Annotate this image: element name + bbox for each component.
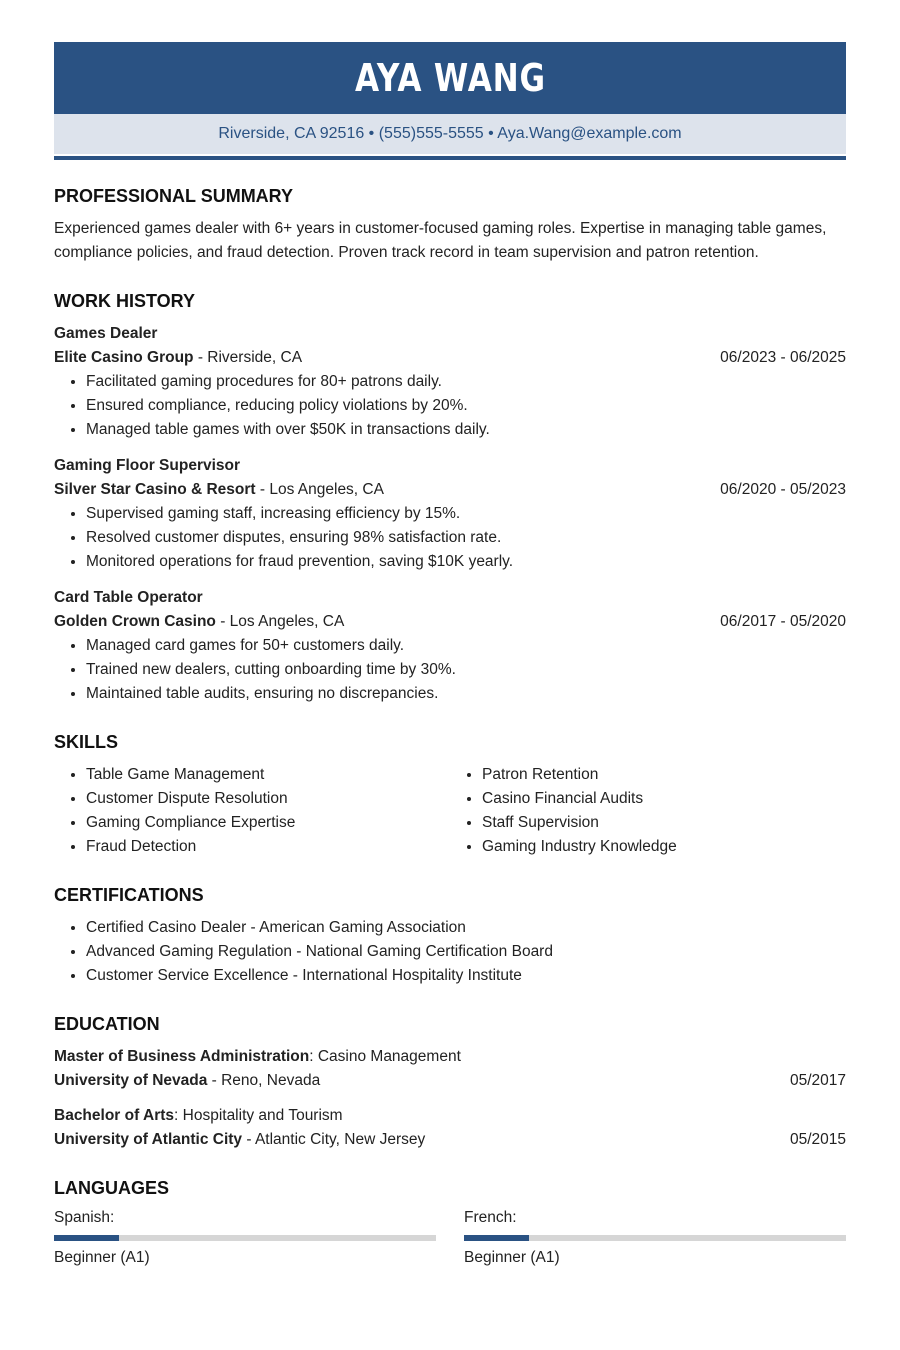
job-bullets bbox=[54, 634, 846, 706]
job-dates: 06/2017 - 05/2020 bbox=[720, 613, 846, 630]
job-bullet: • Supervised gaming staff, increasing efficiency by 15%. bbox=[86, 502, 846, 526]
education-heading: EDUCATION bbox=[54, 1014, 160, 1034]
language-item bbox=[54, 1207, 436, 1269]
skill-item: • Gaming Industry Knowledge bbox=[482, 835, 846, 859]
job-role: Card Table Operator bbox=[54, 589, 203, 606]
job-location: - Los Angeles, CA bbox=[255, 481, 384, 498]
education-entry bbox=[54, 1104, 846, 1152]
job-bullet: • Ensured compliance, reducing policy violations by 20%. bbox=[86, 394, 846, 418]
degree-row bbox=[54, 1104, 846, 1128]
degree-name: Master of Business Administration bbox=[54, 1048, 310, 1065]
skills-list bbox=[54, 763, 846, 859]
proficiency-fill bbox=[54, 1235, 119, 1241]
language-level: Beginner (A1) bbox=[464, 1249, 560, 1266]
summary-heading: PROFESSIONAL SUMMARY bbox=[54, 186, 294, 206]
job-company-row bbox=[54, 610, 846, 634]
header-banner bbox=[54, 42, 846, 114]
languages-list bbox=[54, 1207, 846, 1269]
job-bullet: • Monitored operations for fraud prevention, saving $10K yearly. bbox=[86, 550, 846, 574]
school-name: University of Atlantic City bbox=[54, 1131, 243, 1148]
degree-name: Bachelor of Arts bbox=[54, 1107, 175, 1124]
skills-column-right bbox=[450, 763, 846, 859]
job-bullets bbox=[54, 502, 846, 574]
skill-item: • Table Game Management bbox=[86, 763, 450, 787]
job-bullet: • Facilitated gaming procedures for 80+ patrons daily. bbox=[86, 370, 846, 394]
certifications-heading: CERTIFICATIONS bbox=[54, 885, 204, 905]
candidate-name: AYA WANG bbox=[354, 56, 546, 100]
skills-column-left bbox=[54, 763, 450, 859]
languages-heading: LANGUAGES bbox=[54, 1178, 170, 1198]
job-bullet: • Managed card games for 50+ customers daily. bbox=[86, 634, 846, 658]
certifications-list bbox=[54, 916, 846, 988]
contact-bar bbox=[54, 114, 846, 154]
proficiency-bar bbox=[464, 1235, 846, 1241]
graduation-date: 05/2015 bbox=[789, 1131, 846, 1148]
job-company-row bbox=[54, 478, 846, 502]
skill-item: • Gaming Compliance Expertise bbox=[86, 811, 450, 835]
header-divider bbox=[54, 156, 846, 160]
job-dates: 06/2020 - 05/2023 bbox=[720, 481, 846, 498]
job-location: - Los Angeles, CA bbox=[215, 613, 345, 630]
language-name: French: bbox=[464, 1209, 517, 1226]
language-level: Beginner (A1) bbox=[54, 1249, 150, 1266]
job-role: Games Dealer bbox=[54, 325, 158, 342]
school-location: - Reno, Nevada bbox=[207, 1072, 321, 1089]
resume-page bbox=[54, 42, 846, 1269]
job-location: - Riverside, CA bbox=[193, 349, 303, 366]
language-item bbox=[464, 1207, 846, 1269]
skill-item: • Casino Financial Audits bbox=[482, 787, 846, 811]
school-name: University of Nevada bbox=[54, 1072, 208, 1089]
proficiency-bar bbox=[54, 1235, 436, 1241]
certification-item: • Advanced Gaming Regulation - National Gaming Certification Board bbox=[86, 940, 846, 964]
school-row bbox=[54, 1069, 846, 1093]
job-bullet: • Maintained table audits, ensuring no discrepancies. bbox=[86, 682, 846, 706]
certification-item: • Customer Service Excellence - International Hospitality Institute bbox=[86, 964, 846, 988]
skill-item: • Fraud Detection bbox=[86, 835, 450, 859]
job-bullets bbox=[54, 370, 846, 442]
education-entry bbox=[54, 1045, 846, 1093]
contact-info: Riverside, CA 92516 • (555)555-5555 • Aya.Wang@example.com bbox=[218, 125, 682, 142]
proficiency-fill bbox=[464, 1235, 529, 1241]
job-entry bbox=[54, 586, 846, 706]
degree-field: : Hospitality and Tourism bbox=[174, 1107, 343, 1124]
job-bullet: • Trained new dealers, cutting onboarding time by 30%. bbox=[86, 658, 846, 682]
language-name: Spanish: bbox=[54, 1209, 115, 1226]
skills-heading: SKILLS bbox=[54, 732, 119, 752]
job-company: Golden Crown Casino bbox=[54, 613, 216, 630]
job-company: Elite Casino Group bbox=[54, 349, 194, 366]
job-entry bbox=[54, 454, 846, 574]
job-company-row bbox=[54, 346, 846, 370]
skill-item: • Staff Supervision bbox=[482, 811, 846, 835]
summary-text: Experienced games dealer with 6+ years in customer-focused gaming roles. Expertise in managing table games, compliance policies, and fraud detection. Proven track record in team supervision and patron retention. bbox=[54, 220, 827, 261]
job-bullet: • Resolved customer disputes, ensuring 98% satisfaction rate. bbox=[86, 526, 846, 550]
graduation-date: 05/2017 bbox=[789, 1072, 846, 1089]
degree-row bbox=[54, 1045, 846, 1069]
skill-item: • Customer Dispute Resolution bbox=[86, 787, 450, 811]
job-role: Gaming Floor Supervisor bbox=[54, 457, 241, 474]
job-company: Silver Star Casino & Resort bbox=[54, 481, 256, 498]
degree-field: : Casino Management bbox=[309, 1048, 461, 1065]
job-entry bbox=[54, 322, 846, 442]
skill-item: • Patron Retention bbox=[482, 763, 846, 787]
school-location: - Atlantic City, New Jersey bbox=[242, 1131, 426, 1148]
work-history-heading: WORK HISTORY bbox=[54, 291, 196, 311]
school-row bbox=[54, 1128, 846, 1152]
job-bullet: • Managed table games with over $50K in transactions daily. bbox=[86, 418, 846, 442]
job-dates: 06/2023 - 06/2025 bbox=[720, 349, 846, 366]
certification-item: • Certified Casino Dealer - American Gaming Association bbox=[86, 916, 846, 940]
